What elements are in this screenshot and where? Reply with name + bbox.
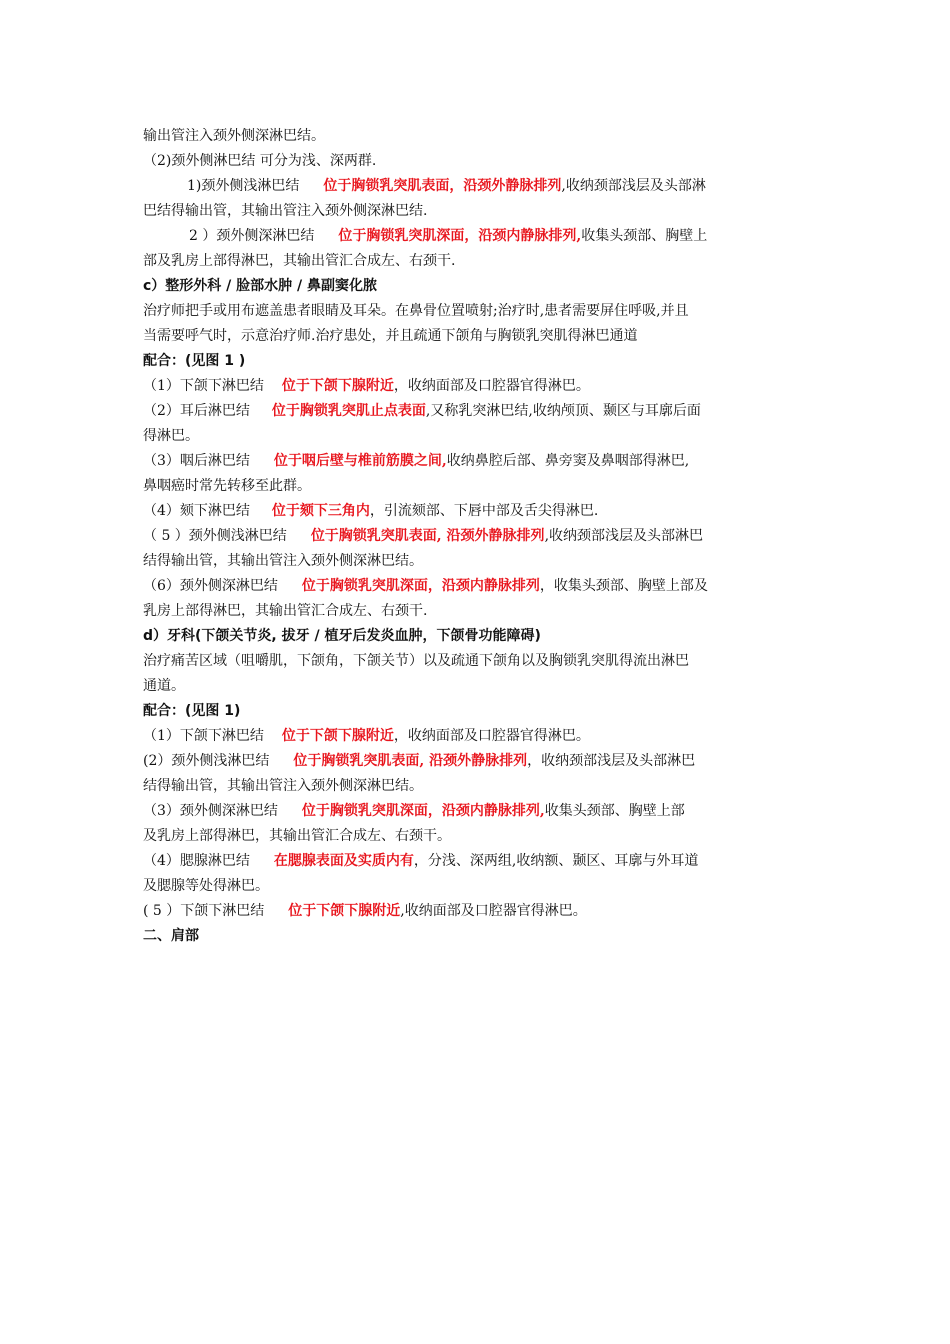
body-text: 得淋巴。: [143, 428, 199, 444]
highlight-text: 位于下颌下腺附近: [281, 378, 394, 394]
body-text: 结得输出管，其输出管注入颈外侧深淋巴结。: [143, 778, 423, 794]
text-line: [143, 174, 808, 199]
body-text: （2）耳后淋巴结: [143, 403, 250, 419]
text-line: [143, 224, 808, 249]
body-text: 治疗痛苦区域（咀嚼肌，下颌角，下颌关节）以及疏通下颌角以及胸锁乳突肌得流出淋巴: [143, 653, 689, 669]
body-text: 及腮腺等处得淋巴。: [143, 878, 269, 894]
document-body: [143, 124, 808, 949]
body-text: 结得输出管，其输出管注入颈外侧深淋巴结。: [143, 553, 423, 569]
text-line: [143, 324, 808, 349]
body-text: 当需要呼气时，示意治疗师.治疗患处，并且疏通下颌角与胸锁乳突肌得淋巴通道: [143, 328, 638, 344]
highlight-text: 位于胸锁乳突肌深面，沿颈内静脉排列,: [301, 803, 545, 819]
body-text: （3）咽后淋巴结: [143, 453, 250, 469]
body-text: 及乳房上部得淋巴，其输出管汇合成左、右颈干。: [143, 828, 451, 844]
body-text: 输出管注入颈外侧深淋巴结。: [143, 128, 325, 144]
body-text: （2)颈外侧淋巴结 可分为浅、深两群.: [143, 153, 377, 169]
text-line: [143, 724, 808, 749]
highlight-text: 位于胸锁乳突肌深面，沿颈内静脉排列: [301, 578, 540, 594]
body-text: ，分浅、深两组,收纳额、颞区、耳廓与外耳道: [413, 853, 699, 869]
text-line: [143, 599, 808, 624]
text-line: [143, 749, 808, 774]
highlight-text: 位于胸锁乳突肌止点表面: [271, 403, 426, 419]
body-text: 2 ）颈外侧深淋巴结: [189, 228, 315, 244]
body-text: 收纳鼻腔后部、鼻旁窦及鼻咽部得淋巴,: [446, 453, 690, 469]
text-line: [143, 874, 808, 899]
section-heading: [143, 624, 808, 649]
section-heading: [143, 274, 808, 299]
text-line: [143, 374, 808, 399]
body-text: （3）颈外侧深淋巴结: [143, 803, 278, 819]
body-text: ,收纳颈部浅层及头部淋巴: [544, 528, 704, 544]
text-line: [143, 774, 808, 799]
highlight-text: 在腮腺表面及实质内有: [273, 853, 414, 869]
body-text: c）整形外科 / 脸部水肿 / 鼻副窦化脓: [143, 278, 378, 294]
text-line: [143, 849, 808, 874]
highlight-text: 位于咽后壁与椎前筋膜之间,: [273, 453, 447, 469]
body-text: ,又称乳突淋巴结,收纳颅顶、颞区与耳廓后面: [425, 403, 701, 419]
body-text: （4）颏下淋巴结: [143, 503, 250, 519]
body-text: （ 5 ）颈外侧浅淋巴结: [143, 528, 287, 544]
section-heading: [143, 349, 808, 374]
section-heading: [143, 699, 808, 724]
text-line: [143, 249, 808, 274]
highlight-text: 位于下颌下腺附近: [281, 728, 394, 744]
text-line: [143, 124, 808, 149]
body-text: ,收纳面部及口腔器官得淋巴。: [400, 903, 587, 919]
text-line: [143, 899, 808, 924]
body-text: 1)颈外侧浅淋巴结: [187, 178, 300, 194]
body-text: d）牙科(下颌关节炎, 拔牙 / 植牙后发炎血肿，下颌骨功能障碍): [143, 628, 541, 644]
text-line: [143, 824, 808, 849]
body-text: （1）下颌下淋巴结: [143, 728, 264, 744]
highlight-text: 位于胸锁乳突肌深面，沿颈内静脉排列,: [338, 228, 582, 244]
text-line: [143, 399, 808, 424]
text-line: [143, 449, 808, 474]
text-line: [143, 149, 808, 174]
highlight-text: 位于颏下三角内: [271, 503, 370, 519]
body-text: ，收集头颈部、胸壁上部及: [539, 578, 708, 594]
body-text: 治疗师把手或用布遮盖患者眼睛及耳朵。在鼻骨位置喷射;治疗时,患者需要屏住呼吸,并且: [143, 303, 689, 319]
body-text: （4）腮腺淋巴结: [143, 853, 250, 869]
body-text: 部及乳房上部得淋巴，其输出管汇合成左、右颈干.: [143, 253, 456, 269]
body-text: 乳房上部得淋巴，其输出管汇合成左、右颈干.: [143, 603, 428, 619]
body-text: 配合：(见图 1): [143, 703, 241, 719]
body-text: （1）下颌下淋巴结: [143, 378, 264, 394]
highlight-text: 位于胸锁乳突肌表面，沿颈外静脉排列: [323, 178, 562, 194]
body-text: ，引流颏部、下唇中部及舌尖得淋巴.: [369, 503, 599, 519]
body-text: ，收纳颈部浅层及头部淋巴: [527, 753, 696, 769]
body-text: 二、肩部: [143, 928, 199, 944]
highlight-text: 位于胸锁乳突肌表面, 沿颈外静脉排列: [310, 528, 545, 544]
section-heading: [143, 924, 808, 949]
highlight-text: 位于胸锁乳突肌表面, 沿颈外静脉排列: [293, 753, 528, 769]
body-text: ，收纳面部及口腔器官得淋巴。: [393, 728, 590, 744]
text-line: [143, 549, 808, 574]
text-line: [143, 474, 808, 499]
text-line: [143, 199, 808, 224]
text-line: [143, 299, 808, 324]
body-text: ( 5 ）下颌下淋巴结: [143, 903, 265, 919]
body-text: 收集头颈部、胸壁上部: [544, 803, 685, 819]
text-line: [143, 499, 808, 524]
body-text: (2）颈外侧浅淋巴结: [143, 753, 270, 769]
body-text: （6）颈外侧深淋巴结: [143, 578, 278, 594]
highlight-text: 位于下颌下腺附近: [288, 903, 401, 919]
text-line: [143, 424, 808, 449]
body-text: ,收纳颈部浅层及头部淋: [561, 178, 706, 194]
text-line: [143, 799, 808, 824]
body-text: 巴结得输出管，其输出管注入颈外侧深淋巴结.: [143, 203, 428, 219]
body-text: 鼻咽癌时常先转移至此群。: [143, 478, 311, 494]
text-line: [143, 674, 808, 699]
text-line: [143, 574, 808, 599]
body-text: 配合：(见图 1 ): [143, 353, 246, 369]
body-text: 收集头颈部、胸壁上: [581, 228, 708, 244]
body-text: 通道。: [143, 678, 185, 694]
text-line: [143, 649, 808, 674]
body-text: ，收纳面部及口腔器官得淋巴。: [393, 378, 590, 394]
text-line: [143, 524, 808, 549]
